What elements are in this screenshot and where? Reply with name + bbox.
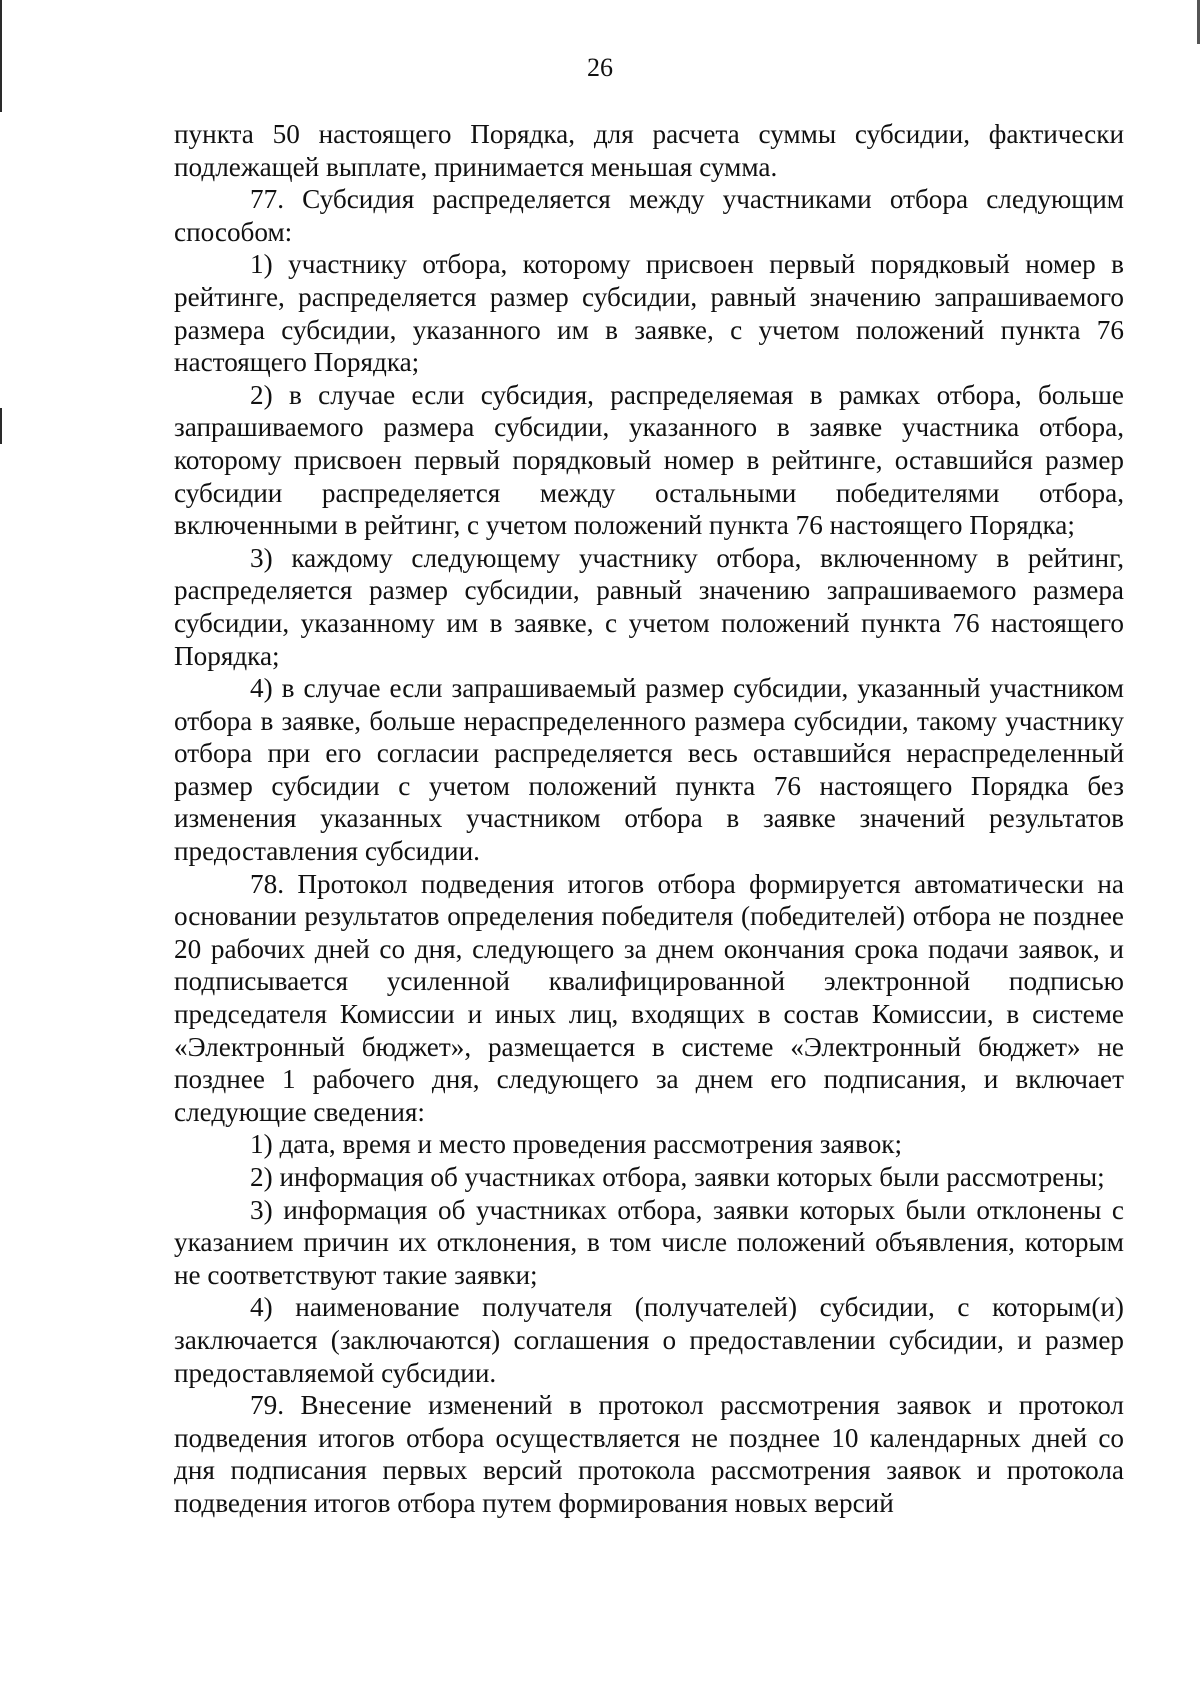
list-item: 3) каждому следующему участнику отбора, включенному в рейтинг, распределяется размер субсидии, равный значению запрашиваемого размера субсидии, указанному им в заявке, с учетом положений пункта 76 настоящего Порядка;	[174, 542, 1124, 671]
page-number: 26	[587, 53, 613, 82]
list-item: 4) в случае если запрашиваемый размер субсидии, указанный участником отбора в заявке, больше нераспределенного размера субсидии, такому участнику отбора при его согласии распределяется весь оставшийся нераспределенный размер субсидии с учетом положений пункта 76 настоящего Порядка без изменения указанных участником отбора в заявке значений результатов предоставления субсидии.	[174, 673, 1124, 867]
paragraph-continuation: пункта 50 настоящего Порядка, для расчета суммы субсидии, фактически подлежащей выплате, принимается меньшая сумма.	[174, 119, 1124, 182]
paragraph-clause-79: 79. Внесение изменений в протокол рассмотрения заявок и протокол подведения итогов отбора осуществляется не позднее 10 календарных дней со дня подписания первых версий протокола рассмотрения заявок и протокола подведения итогов отбора путем формирования новых версий	[174, 1390, 1124, 1518]
list-item: 1) участнику отбора, которому присвоен первый порядковый номер в рейтинге, распределяется размер субсидии, равный значению запрашиваемого размера субсидии, указанного им в заявке, с учетом положений пункта 76 настоящего Порядка;	[174, 249, 1124, 378]
paragraph-clause-78: 78. Протокол подведения итогов отбора формируется автоматически на основании результатов определения победителя (победителей) отбора не позднее 20 рабочих дней со дня, следующего за днем окончания срока подачи заявок, и подписывается усиленной квалифицированной электронной подписью председателя Комиссии и иных лиц, входящих в состав Комиссии, в системе «Электронный бюджет», размещается в системе «Электронный бюджет» не позднее 1 рабочего дня, следующего за днем его подписания, и включает следующие сведения:	[174, 868, 1124, 1127]
document-body	[174, 118, 1124, 1520]
paragraph-clause-77: 77. Субсидия распределяется между участниками отбора следующим способом:	[174, 184, 1124, 247]
list-item: 4) наименование получателя (получателей) субсидии, с которым(и) заключается (заключаются) соглашения о предоставлении субсидии, и размер предоставляемой субсидии.	[174, 1292, 1124, 1388]
list-item: 3) информация об участниках отбора, заявки которых были отклонены с указанием причин их отклонения, в том числе положений объявления, которым не соответствуют такие заявки;	[174, 1194, 1124, 1290]
scan-edge-mark	[0, 408, 2, 444]
list-item: 2) в случае если субсидия, распределяемая в рамках отбора, больше запрашиваемого размера субсидии, указанного в заявке участника отбора, которому присвоен первый порядковый номер в рейтинге, оставшийся размер субсидии распределяется между остальными победителями отбора, включенными в рейтинг, с учетом положений пункта 76 настоящего Порядка;	[174, 379, 1124, 541]
list-item: 2) информация об участниках отбора, заявки которых были рассмотрены;	[250, 1162, 1105, 1192]
list-item: 1) дата, время и место проведения рассмотрения заявок;	[250, 1129, 903, 1160]
